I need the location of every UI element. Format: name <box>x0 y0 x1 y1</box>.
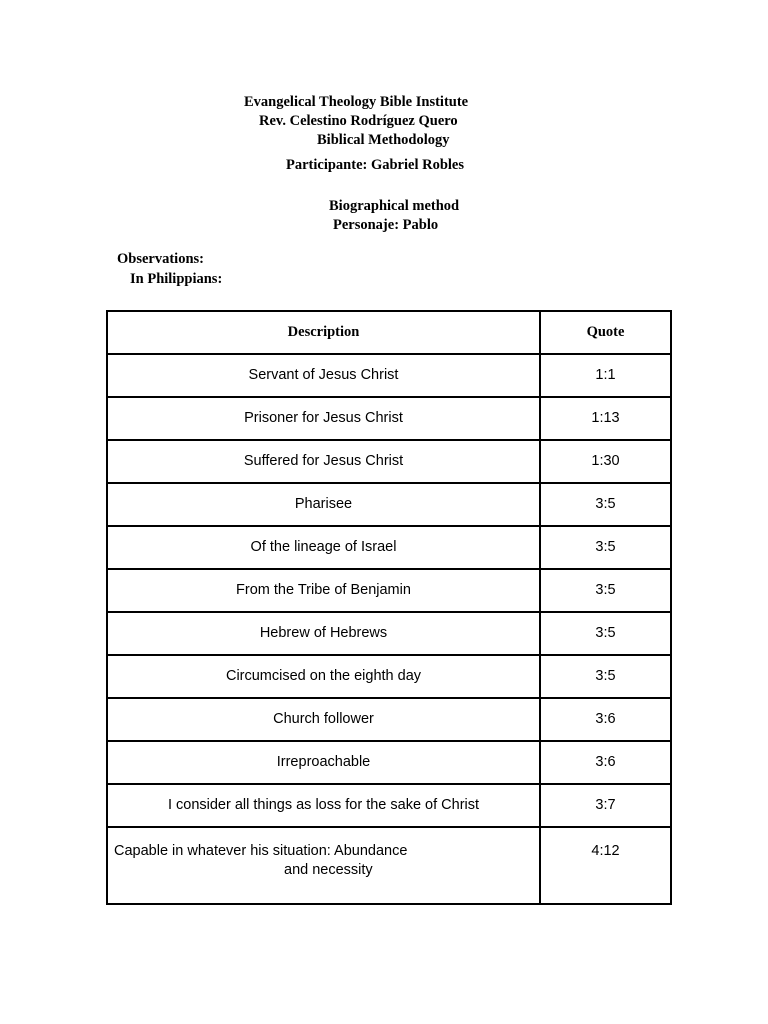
description-cell <box>107 827 540 904</box>
table-row <box>107 698 671 741</box>
course-title: Biblical Methodology <box>317 132 450 148</box>
quote-cell: 1:1 <box>540 354 671 397</box>
quote-cell: 1:30 <box>540 440 671 483</box>
table-row <box>107 526 671 569</box>
quote-cell: 1:13 <box>540 397 671 440</box>
table-row <box>107 483 671 526</box>
quote-cell: 3:6 <box>540 698 671 741</box>
quote-column-header: Quote <box>540 311 671 354</box>
table-header-row <box>107 311 671 354</box>
description-line-2: and necessity <box>284 862 373 878</box>
table-row <box>107 827 671 904</box>
quote-cell: 3:5 <box>540 526 671 569</box>
table-row <box>107 784 671 827</box>
description-cell: Prisoner for Jesus Christ <box>107 397 540 440</box>
table-row <box>107 612 671 655</box>
table-row <box>107 741 671 784</box>
quote-cell: 4:12 <box>540 827 671 904</box>
quote-cell: 3:5 <box>540 655 671 698</box>
description-cell: Servant of Jesus Christ <box>107 354 540 397</box>
table-row <box>107 397 671 440</box>
instructor-name: Rev. Celestino Rodríguez Quero <box>259 113 458 129</box>
quote-cell: 3:5 <box>540 483 671 526</box>
description-cell: I consider all things as loss for the sake of Christ <box>107 784 540 827</box>
description-column-header: Description <box>107 311 540 354</box>
description-cell: Of the lineage of Israel <box>107 526 540 569</box>
institute-name: Evangelical Theology Bible Institute <box>244 94 469 110</box>
quote-cell: 3:6 <box>540 741 671 784</box>
method-title: Biographical method <box>329 198 460 214</box>
table-row <box>107 440 671 483</box>
description-line-1: Capable in whatever his situation: Abundance <box>114 843 408 859</box>
quote-cell: 3:5 <box>540 612 671 655</box>
observations-heading: Observations: <box>117 251 204 267</box>
quote-cell: 3:5 <box>540 569 671 612</box>
participant-name: Participante: Gabriel Robles <box>286 157 465 173</box>
description-cell: Church follower <box>107 698 540 741</box>
table-row <box>107 655 671 698</box>
observations-table <box>106 310 672 905</box>
description-cell: Pharisee <box>107 483 540 526</box>
description-cell: From the Tribe of Benjamin <box>107 569 540 612</box>
description-cell: Irreproachable <box>107 741 540 784</box>
character-name: Personaje: Pablo <box>333 217 439 233</box>
quote-cell: 3:7 <box>540 784 671 827</box>
description-cell: Circumcised on the eighth day <box>107 655 540 698</box>
table-row <box>107 569 671 612</box>
description-cell: Suffered for Jesus Christ <box>107 440 540 483</box>
section-heading: In Philippians: <box>130 271 223 287</box>
description-cell: Hebrew of Hebrews <box>107 612 540 655</box>
table-row <box>107 354 671 397</box>
